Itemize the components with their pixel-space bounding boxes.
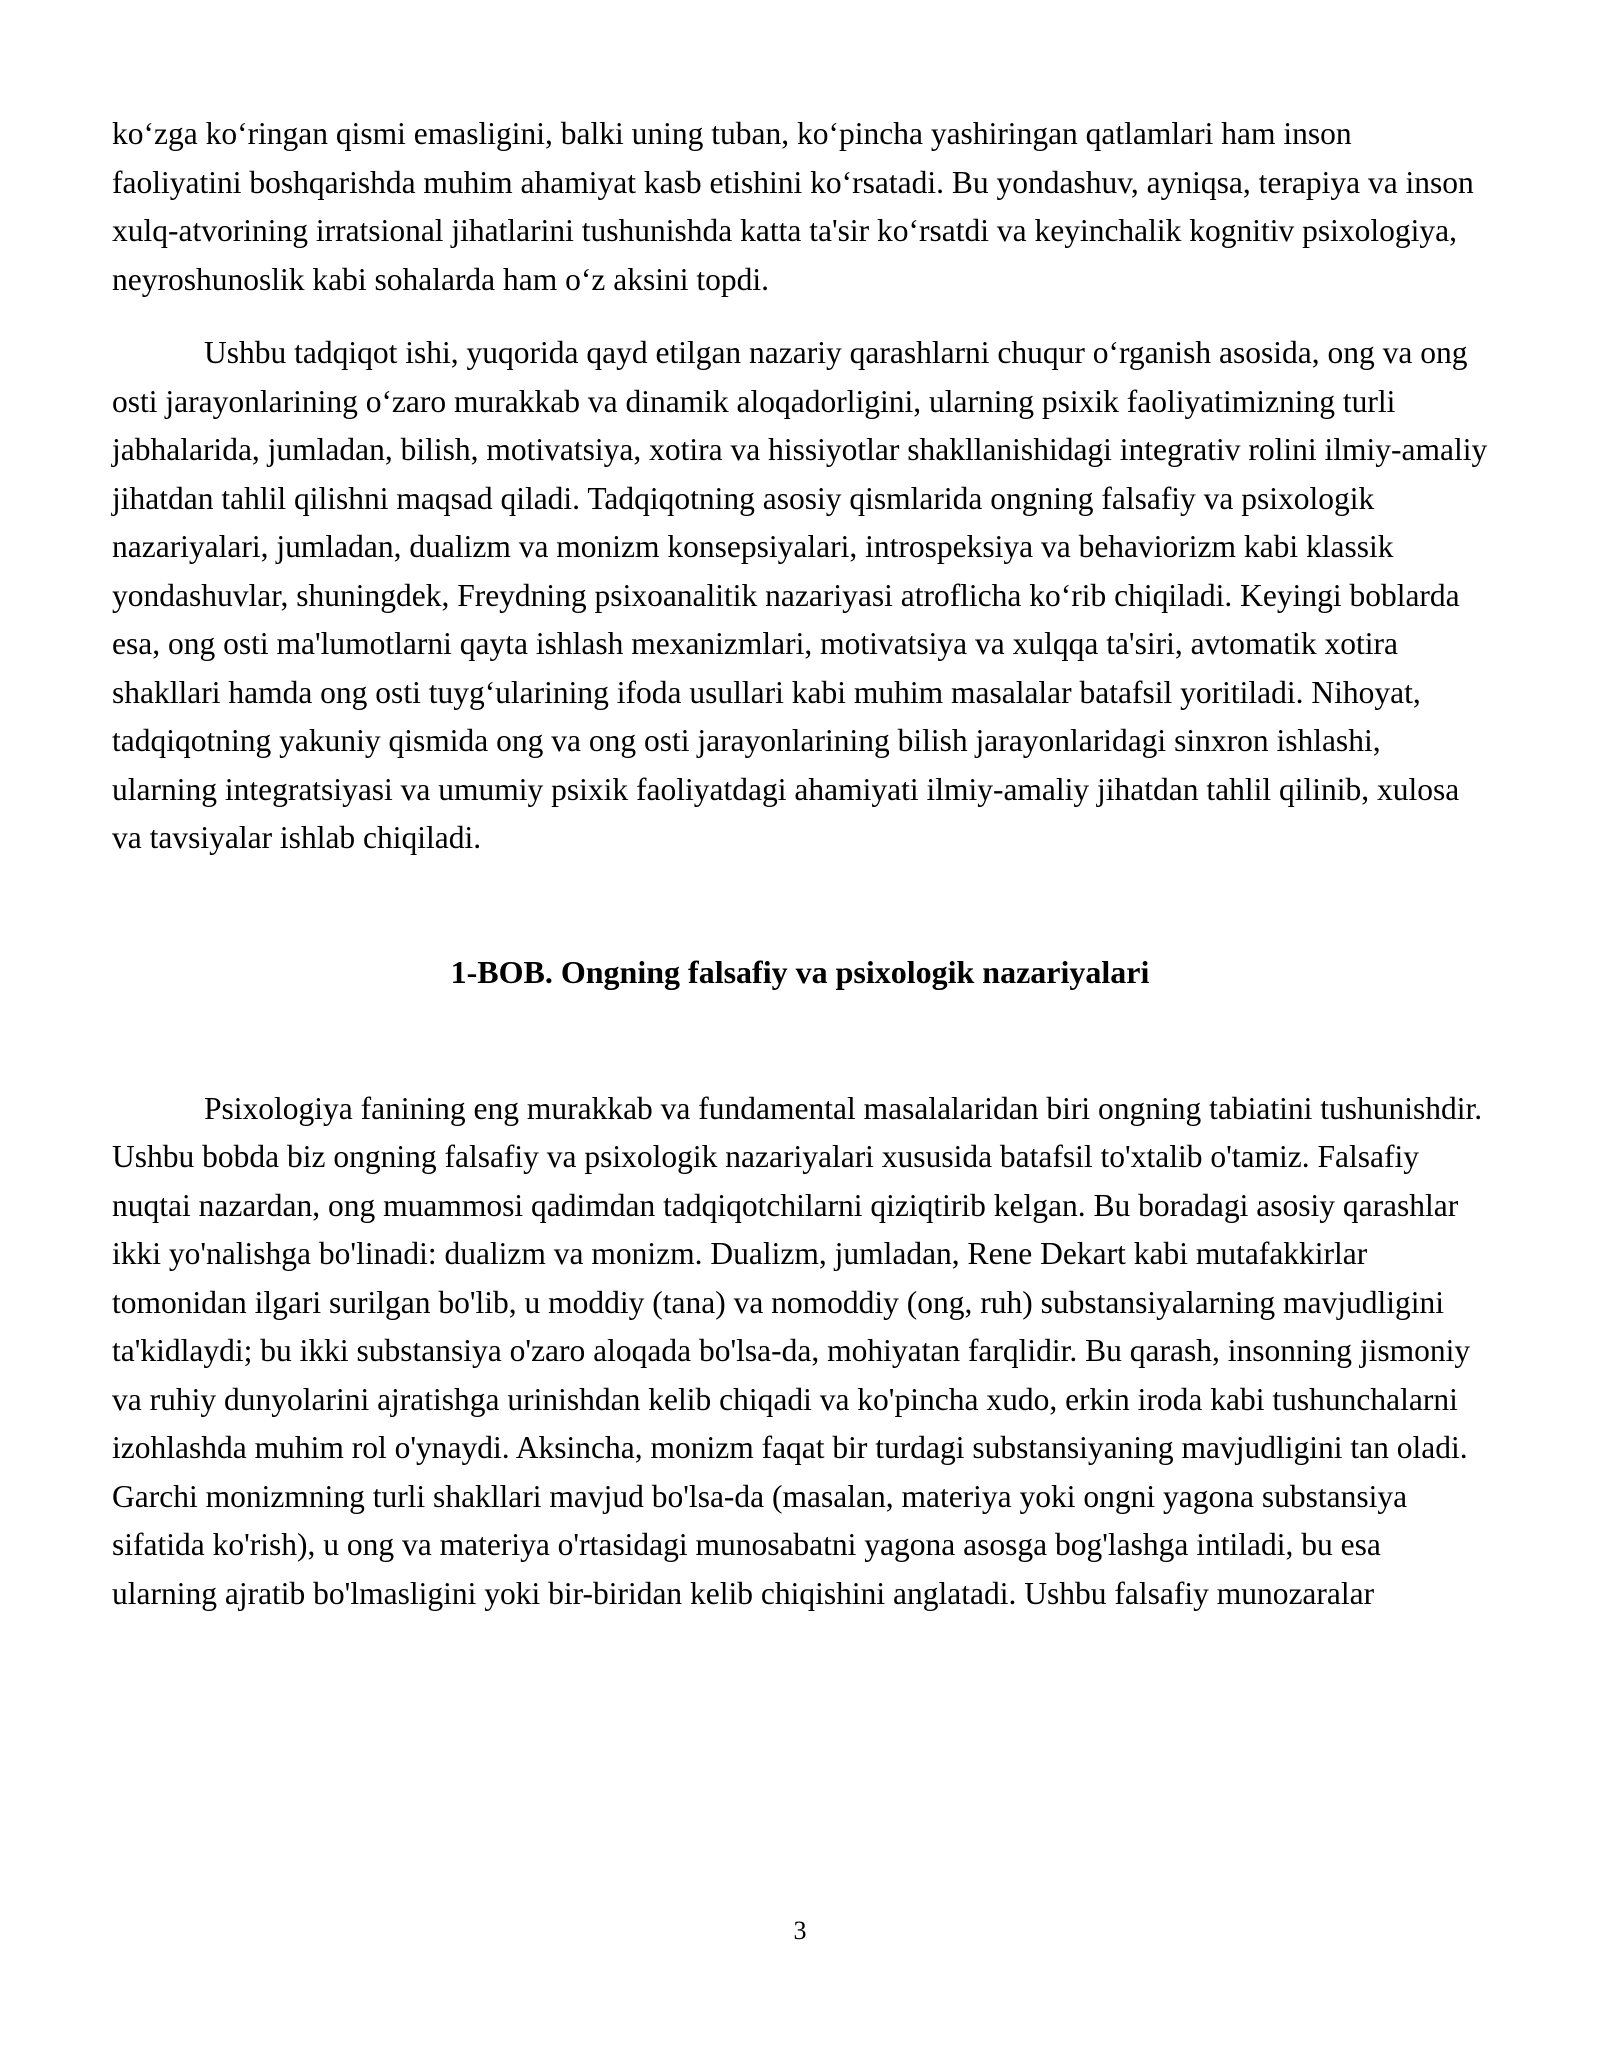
paragraph-research-aim: Ushbu tadqiqot ishi, yuqorida qayd etilgan nazariy qarashlarni chuqur o‘rganish asosida, ong va ong osti jarayonlarining o‘zaro murakkab va dinamik aloqadorligini, ularning psixik faoliyatimizning turli jabhalarida, jumladan, bilish, motivatsiya, xotira va hissiyotlar shakllanishidagi integrativ rolini ilmiy-amaliy jihatdan tahlil qilishni maqsad qiladi. Tadqiqotning asosiy qismlarida ongning falsafiy va psixologik nazariyalari, jumladan, dualizm va monizm konsepsiyalari, introspeksiya va behaviorizm kabi klassik yondashuvlar, shuningdek, Freydning psixoanalitik nazariyasi atroflicha ko‘rib chiqiladi. Keyingi boblarda esa, ong osti ma'lumotlarni qayta ishlash mexanizmlari, motivatsiya va xulqqa ta'siri, avtomatik xotira shakllari hamda ong osti tuyg‘ularining ifoda usullari kabi muhim masalalar batafsil yoritiladi. Nihoyat, tadqiqotning yakuniy qismida ong va ong osti jarayonlarining bilish jarayonlaridagi sinxron ishlashi, ularning integratsiyasi va umumiy psixik faoliyatdagi ahamiyati ilmiy-amaliy jihatdan tahlil qilinib, xulosa va tavsiyalar ishlab chiqiladi.: [112, 335, 1488, 855]
chapter-heading: 1-BOB. Ongning falsafiy va psixologik nazariyalari: [450, 953, 1150, 990]
page-number: 3: [793, 1916, 807, 1945]
paragraph-continuation: ko‘zga ko‘ringan qismi emasligini, balki uning tuban, ko‘pincha yashiringan qatlamlari ham inson faoliyatini boshqarishda muhim ahamiyat kasb etishini ko‘rsatadi. Bu yondashuv, ayniqsa, terapiya va inson xulq-atvorining irratsional jihatlarini tushunishda katta ta'sir ko‘rsatdi va keyinchalik kognitiv psixologiya, neyroshunoslik kabi sohalarda ham o‘z aksini topdi.: [112, 116, 1474, 297]
paragraph-chapter-intro: Psixologiya fanining eng murakkab va fundamental masalalaridan biri ongning tabiatini tushunishdir. Ushbu bobda biz ongning falsafiy va psixologik nazariyalari xususida batafsil to'xtalib o'tamiz. Falsafiy nuqtai nazardan, ong muammosi qadimdan tadqiqotchilarni qiziqtirib kelgan. Bu boradagi asosiy qarashlar ikki yo'nalishga bo'linadi: dualizm va monizm. Dualizm, jumladan, Rene Dekart kabi mutafakkirlar tomonidan ilgari surilgan bo'lib, u moddiy (tana) va nomoddiy (ong, ruh) substansiyalarning mavjudligini ta'kidlaydi; bu ikki substansiya o'zaro aloqada bo'lsa-da, mohiyatan farqlidir. Bu qarash, insonning jismoniy va ruhiy dunyolarini ajratishga urinishdan kelib chiqadi va ko'pincha xudo, erkin iroda kabi tushunchalarni izohlashda muhim rol o'ynaydi. Aksincha, monizm faqat bir turdagi substansiyaning mavjudligini tan oladi. Garchi monizmning turli shakllari mavjud bo'lsa-da (masalan, materiya yoki ongni yagona substansiya sifatida ko'rish), u ong va materiya o'rtasidagi munosabatni yagona asosga bog'lashga intiladi, bu esa ularning ajratib bo'lmasligini yoki bir-biridan kelib chiqishini anglatadi. Ushbu falsafiy munozaralar: [112, 1090, 1483, 1611]
